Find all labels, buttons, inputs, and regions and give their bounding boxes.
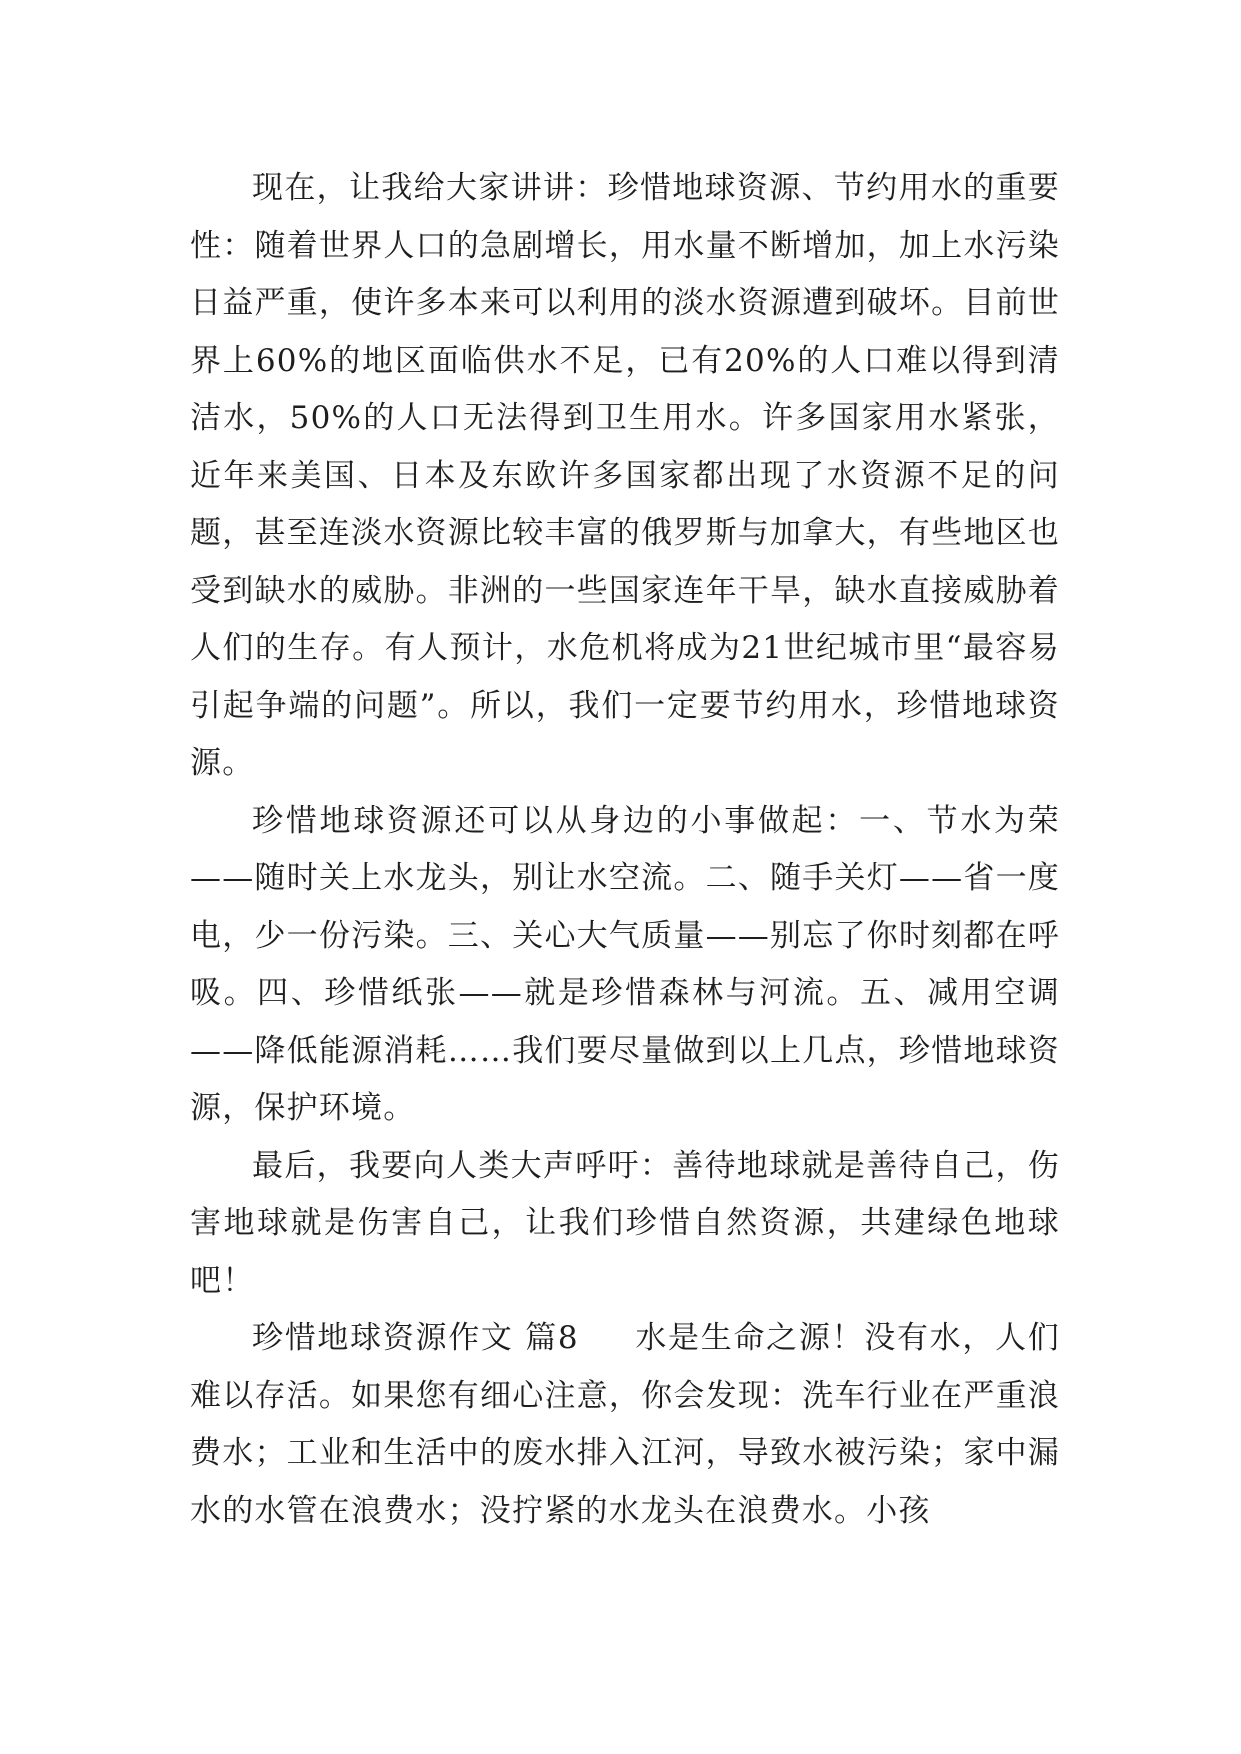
essay-heading: 珍惜地球资源作文 篇8	[252, 1320, 579, 1356]
document-body	[190, 160, 1060, 1540]
paragraph-water-importance: 现在，让我给大家讲讲：珍惜地球资源、节约用水的重要性：随着世界人口的急剧增长，用水量不断增加，加上水污染日益严重，使许多本来可以利用的淡水资源遭到破坏。目前世界上60%的地区面临供水不足，已有20%的人口难以得到清洁水，50%的人口无法得到卫生用水。许多国家用水紧张，近年来美国、日本及东欧许多国家都出现了水资源不足的问题，甚至连淡水资源比较丰富的俄罗斯与加拿大，有些地区也受到缺水的威胁。非洲的一些国家连年干旱，缺水直接威胁着人们的生存。有人预计，水危机将成为21世纪城市里“最容易引起争端的问题”。所以，我们一定要节约用水，珍惜地球资源。	[190, 170, 1060, 781]
paragraph-appeal: 最后，我要向人类大声呼吁：善待地球就是善待自己，伤害地球就是伤害自己，让我们珍惜自然资源，共建绿色地球吧！	[190, 1147, 1060, 1299]
essay-text: 水是生命之源！没有水，人们难以存活。如果您有细心注意，你会发现：洗车行业在严重浪费水；工业和生活中的废水排入江河，导致水被污染；家中漏水的水管在浪费水；没拧紧的水龙头在浪费水。小孩	[190, 1320, 1060, 1529]
paragraph-daily-actions: 珍惜地球资源还可以从身边的小事做起：一、节水为荣——随时关上水龙头，别让水空流。二、随手关灯——省一度电，少一份污染。三、关心大气质量——别忘了你时刻都在呼吸。四、珍惜纸张——就是珍惜森林与河流。五、减用空调——降低能源消耗……我们要尽量做到以上几点，珍惜地球资源，保护环境。	[190, 802, 1060, 1126]
paragraph-essay-8	[190, 1310, 1060, 1540]
